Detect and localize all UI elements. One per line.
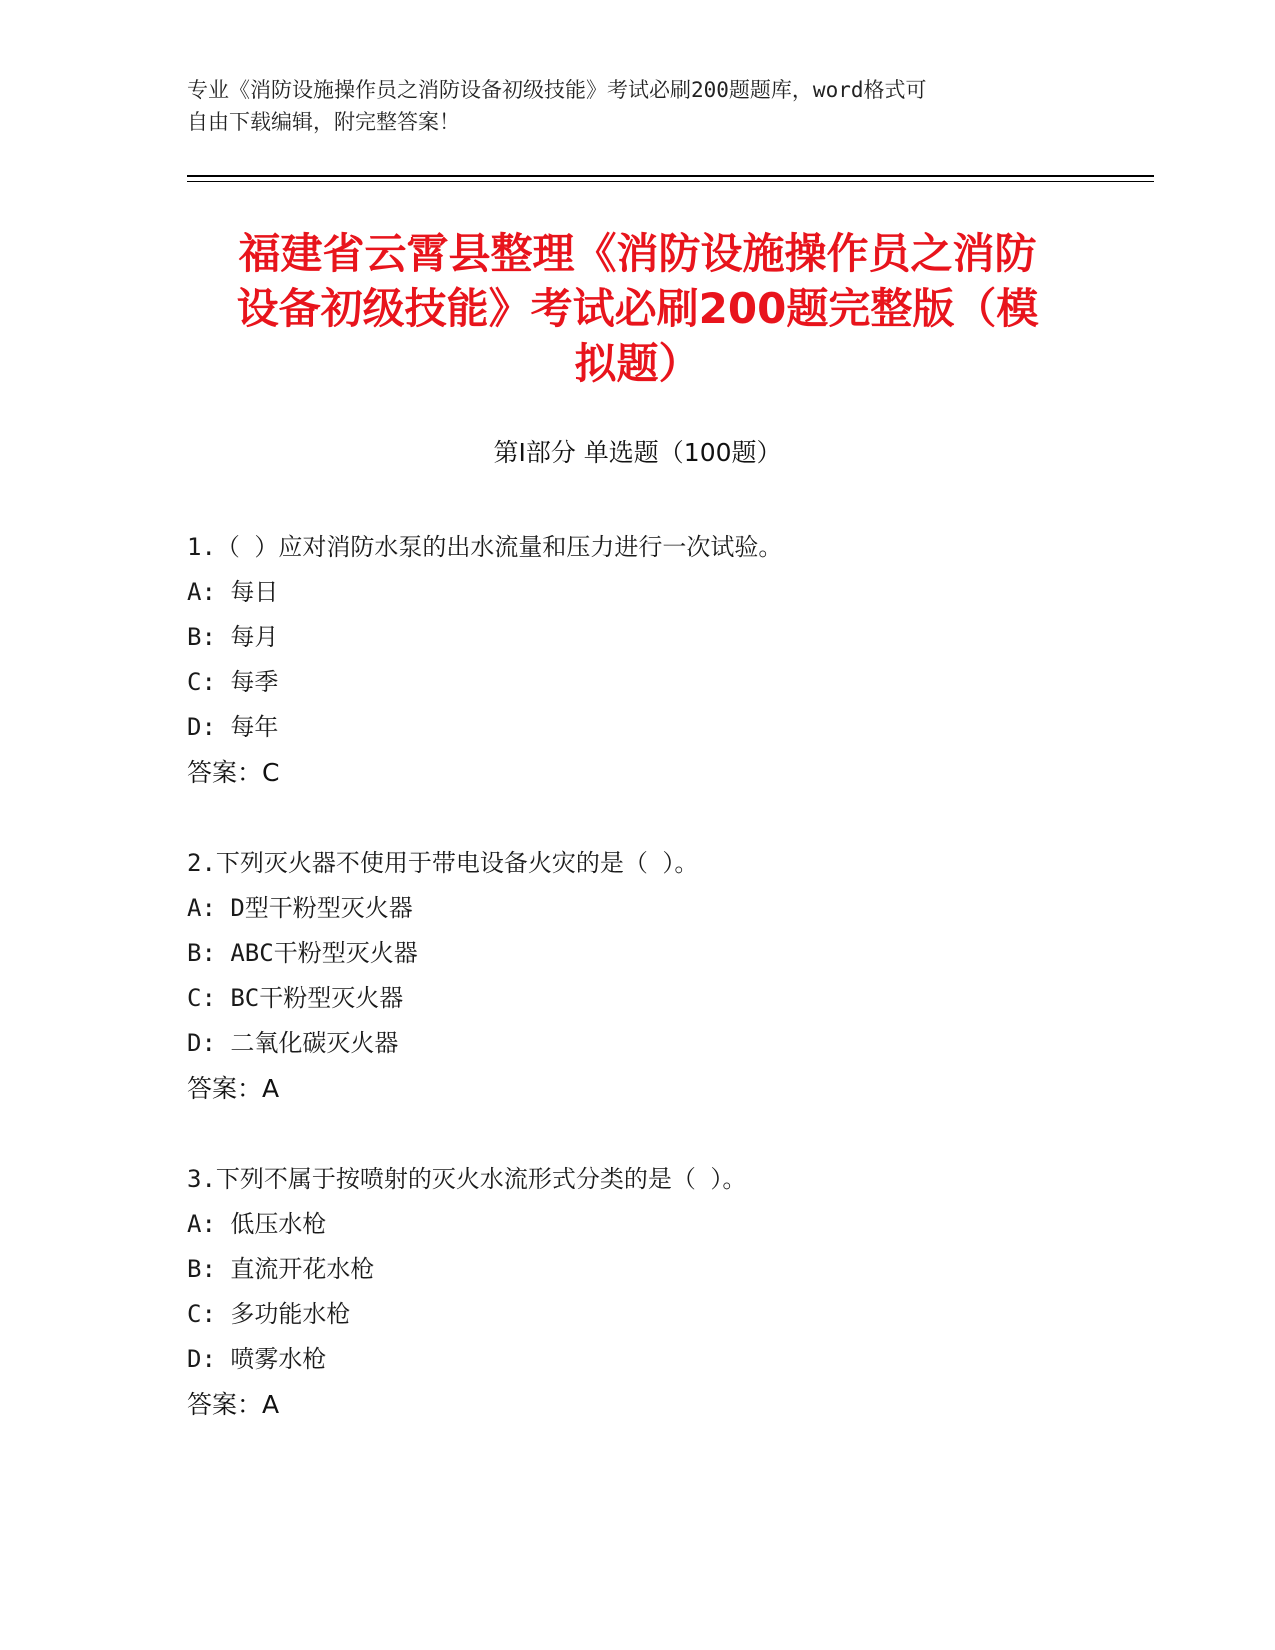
- option-d: D: 二氧化碳灭火器: [187, 1029, 399, 1057]
- question-1: [187, 525, 1137, 795]
- section-heading: 第Ⅰ部分 单选题（100题）: [493, 438, 782, 467]
- question-stem: 1.（ ）应对消防水泵的出水流量和压力进行一次试验。: [187, 533, 783, 561]
- answer: 答案：C: [187, 758, 280, 787]
- option-b: B: 每月: [187, 623, 279, 651]
- option-d: D: 喷雾水枪: [187, 1345, 327, 1373]
- question-list: [187, 525, 1137, 1473]
- document-title-line-3: 拟题）: [574, 339, 701, 388]
- option-c: C: 每季: [187, 668, 279, 696]
- document-title-line-2: 设备初级技能》考试必刷200题完整版（模: [236, 284, 1039, 333]
- question-stem: 3.下列不属于按喷射的灭火水流形式分类的是（ ）。: [187, 1165, 747, 1193]
- document-title: [160, 226, 1115, 391]
- option-a: A: 每日: [187, 578, 279, 606]
- option-c: C: BC干粉型灭火器: [187, 984, 404, 1012]
- question-2: [187, 841, 1137, 1111]
- option-c: C: 多功能水枪: [187, 1300, 351, 1328]
- answer: 答案：A: [187, 1074, 280, 1103]
- option-d: D: 每年: [187, 713, 279, 741]
- question-3: [187, 1157, 1137, 1427]
- header-note: [187, 74, 1077, 138]
- option-a: A: D型干粉型灭火器: [187, 894, 413, 922]
- option-b: B: ABC干粉型灭火器: [187, 939, 418, 967]
- header-divider-thick: [187, 175, 1154, 177]
- question-stem: 2.下列灭火器不使用于带电设备火灾的是（ ）。: [187, 849, 699, 877]
- header-note-line-2: 自由下载编辑，附完整答案！: [187, 110, 460, 134]
- option-a: A: 低压水枪: [187, 1210, 327, 1238]
- answer: 答案：A: [187, 1390, 280, 1419]
- option-b: B: 直流开花水枪: [187, 1255, 375, 1283]
- header-divider-thin: [187, 181, 1154, 182]
- document-title-line-1: 福建省云霄县整理《消防设施操作员之消防: [238, 229, 1037, 278]
- header-note-line-1: 专业《消防设施操作员之消防设备初级技能》考试必刷200题题库，word格式可: [187, 78, 927, 102]
